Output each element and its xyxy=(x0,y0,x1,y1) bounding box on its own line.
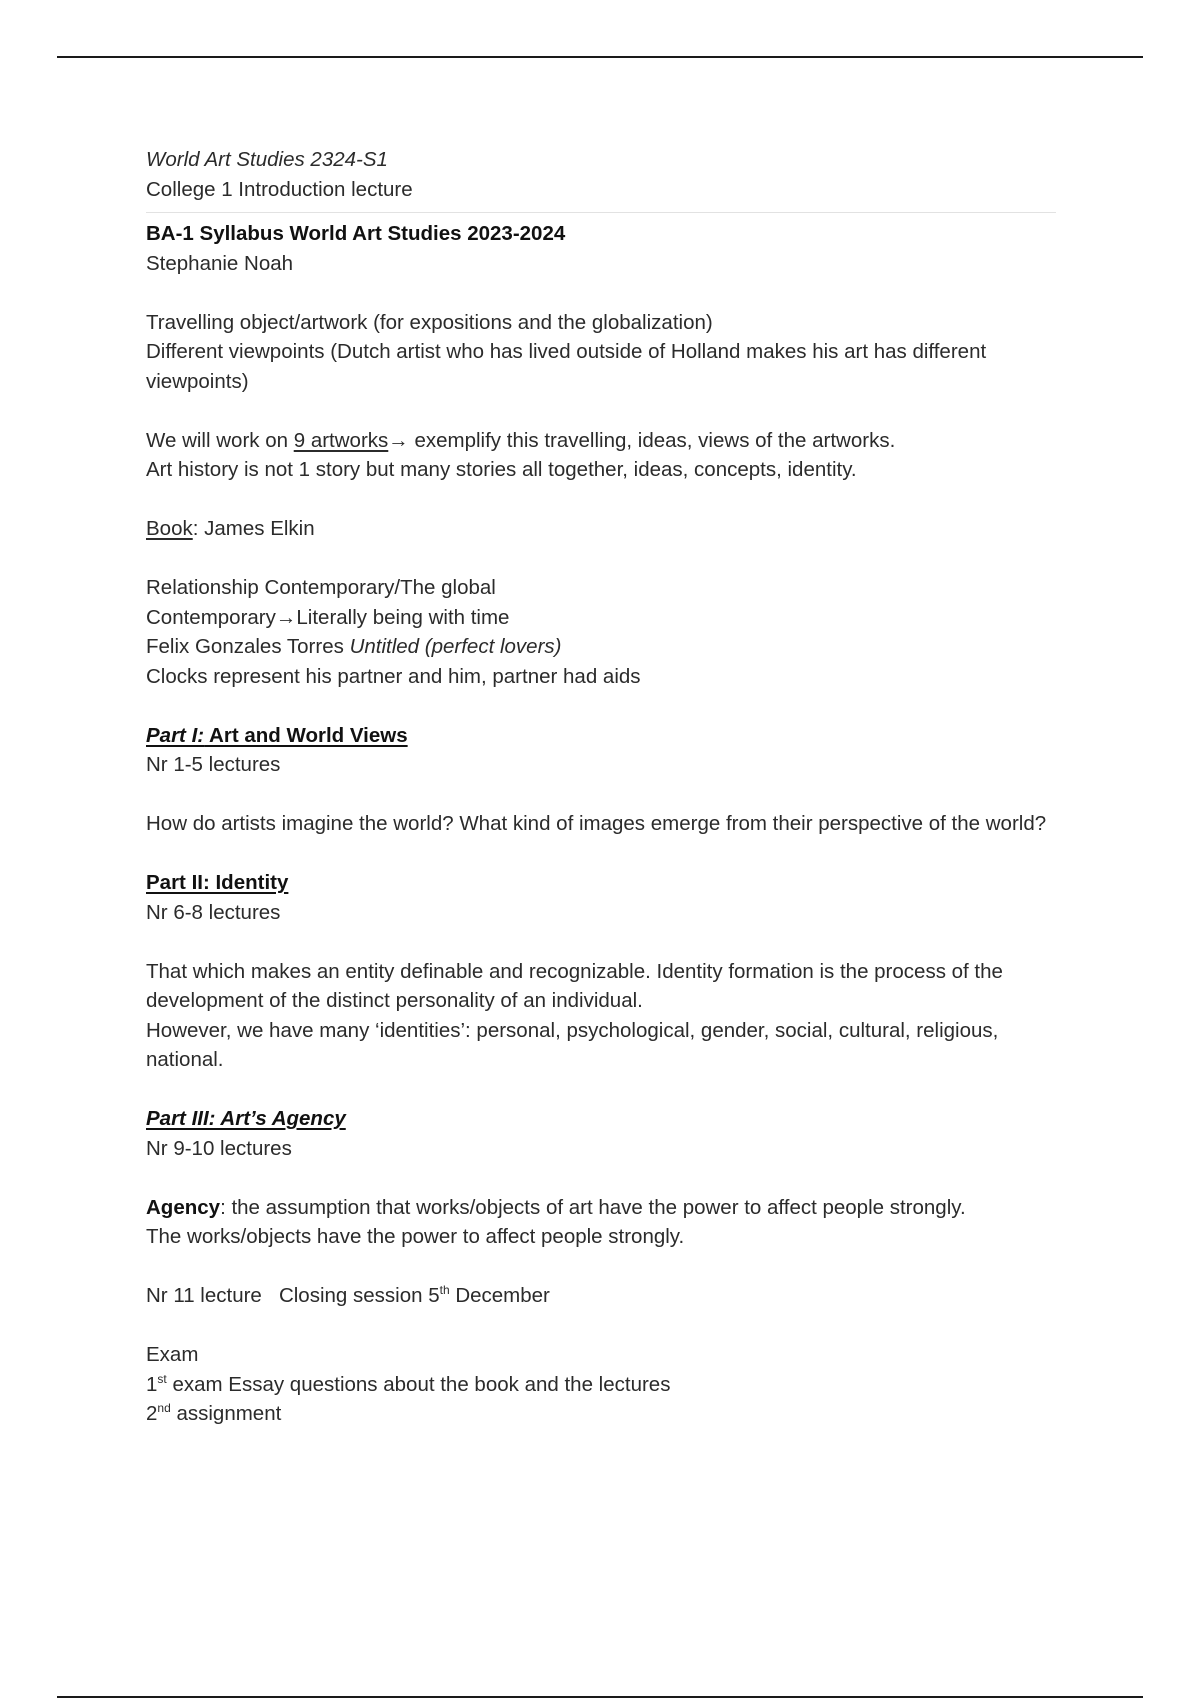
bottom-rule xyxy=(57,1696,1143,1698)
exam-heading: Exam xyxy=(146,1343,199,1366)
closing-suffix: December xyxy=(449,1284,550,1307)
exam-item-1-text: exam Essay questions about the book and the lectures xyxy=(166,1372,671,1396)
contemporary-line-3 xyxy=(146,632,1056,662)
artworks-prefix: We will work on xyxy=(146,428,294,452)
lecture-title: College 1 Introduction lecture xyxy=(146,177,413,201)
part3-heading: Part III: Art’s Agency xyxy=(146,1107,346,1130)
exam-item-2 xyxy=(146,1399,1056,1429)
book-line xyxy=(146,514,1056,544)
intro-line-1: Travelling object/artwork (for expositions and the globalization) xyxy=(146,310,713,334)
contemporary-line-4: Clocks represent his partner and him, partner had aids xyxy=(146,664,641,688)
exam-item-1-number: 1 xyxy=(146,1372,158,1396)
part2-text-2: However, we have many ‘identities’: personal, psychological, gender, social, cultural, religious, national. xyxy=(146,1018,999,1071)
section-divider xyxy=(146,212,1056,213)
exam-item-1-sup: st xyxy=(157,1371,167,1386)
part1-heading xyxy=(146,721,1056,751)
contemporary-line-2 xyxy=(146,603,1056,633)
closing-line xyxy=(146,1281,1056,1311)
closing-sup: th xyxy=(439,1283,450,1298)
intro-line-2: Different viewpoints (Dutch artist who has lived outside of Holland makes his art has different viewpoints) xyxy=(146,340,987,393)
artist-name: Felix Gonzales Torres xyxy=(146,635,350,658)
book-label: Book xyxy=(146,517,193,540)
right-arrow-icon: → xyxy=(275,605,297,629)
top-rule xyxy=(57,56,1143,58)
part2-text-1: That which makes an entity definable and recognizable. Identity formation is the process of the development of the distinct personality of an individual. xyxy=(146,959,1003,1012)
book-value: : James Elkin xyxy=(192,517,315,540)
agency-line-2: The works/objects have the power to affect people strongly. xyxy=(146,1225,685,1248)
contemporary-line-1: Relationship Contemporary/The global xyxy=(146,576,496,599)
part2-heading: Part II: Identity xyxy=(146,871,289,894)
contemporary-term: Contemporary xyxy=(146,605,276,629)
artworks-paragraph xyxy=(146,426,1056,456)
document-body xyxy=(146,145,1056,1429)
closing-session: Closing session 5 xyxy=(278,1284,440,1307)
exam-item-1 xyxy=(146,1370,1056,1400)
art-history-line: Art history is not 1 story but many stories all together, ideas, concepts, identity. xyxy=(146,458,857,481)
exam-item-2-sup: nd xyxy=(157,1401,171,1416)
exam-item-2-number: 2 xyxy=(146,1402,158,1425)
part3-lectures: Nr 9-10 lectures xyxy=(146,1136,292,1160)
artworks-link-text: 9 artworks xyxy=(293,428,389,452)
right-arrow-icon: → xyxy=(388,428,409,452)
course-code: World Art Studies 2324-S1 xyxy=(146,148,388,171)
exam-item-2-text: assignment xyxy=(170,1402,282,1425)
part2-lectures: Nr 6-8 lectures xyxy=(146,900,281,924)
lecturer-name: Stephanie Noah xyxy=(146,251,294,275)
agency-term: Agency xyxy=(146,1195,221,1219)
syllabus-title: BA-1 Syllabus World Art Studies 2023-2024 xyxy=(146,222,566,245)
part1-lectures: Nr 1-5 lectures xyxy=(146,753,281,776)
agency-definition xyxy=(146,1193,1056,1223)
contemporary-definition: Literally being with time xyxy=(296,605,510,629)
part1-text: How do artists imagine the world? What kind of images emerge from their perspective of the world? xyxy=(146,812,1047,835)
part1-label: Part I: xyxy=(146,723,205,747)
closing-lecture: Nr 11 lecture xyxy=(146,1284,262,1307)
part1-title: Art and World Views xyxy=(204,723,408,747)
agency-def-text: : the assumption that works/objects of art have the power to affect people strongly. xyxy=(220,1195,966,1219)
artwork-title: Untitled (perfect lovers) xyxy=(349,635,562,658)
artworks-suffix: exemplify this travelling, ideas, views of the artworks. xyxy=(408,428,896,452)
